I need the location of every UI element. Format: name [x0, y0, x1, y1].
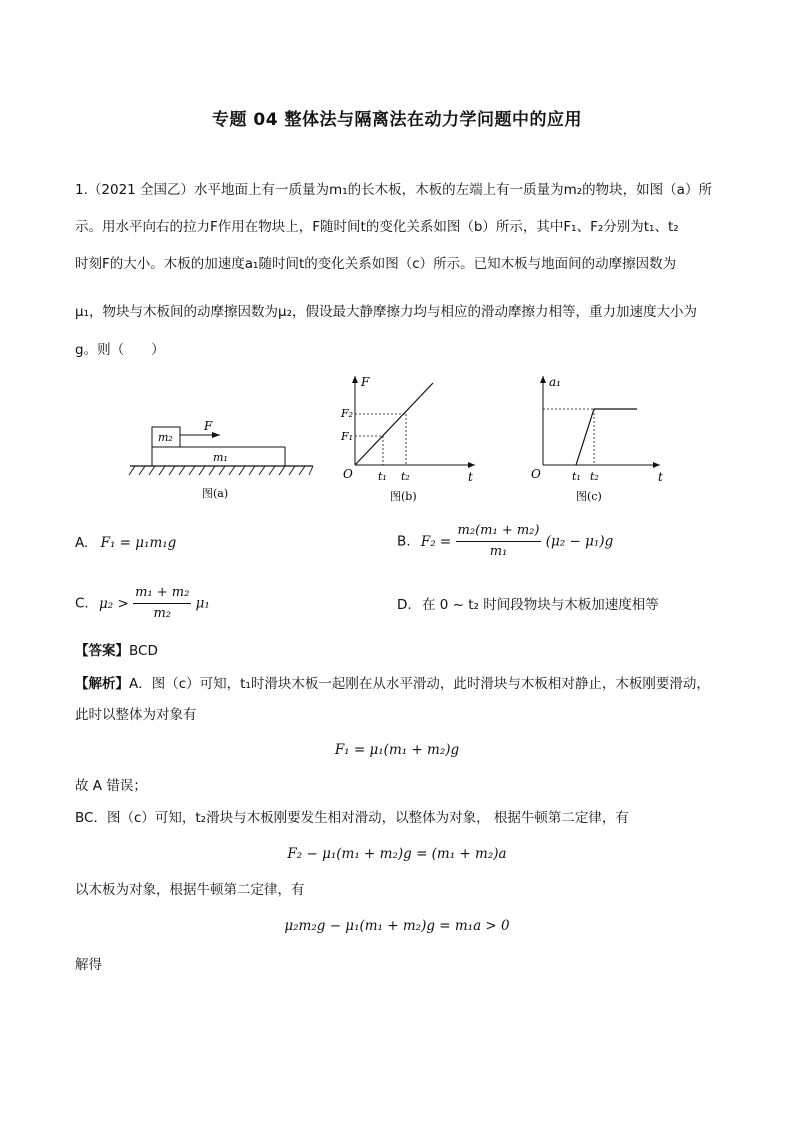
equation-3: μ₂m₂g − μ₁(m₁ + m₂)g = m₁a > 0: [284, 918, 510, 934]
analysis-line-3: 故 A 错误；: [75, 778, 147, 794]
question-line-3: 时刻F的大小。木板的加速度a₁随时间t的变化关系如图（c）所示。已知木板与地面间的动摩擦因数为: [75, 256, 677, 272]
c-origin: O: [531, 467, 541, 481]
figure-a: [125, 405, 320, 505]
option-a-formula: F₁ = μ₁m₁g: [100, 535, 177, 551]
equation-2: F₂ − μ₁(m₁ + m₂)g = (m₁ + m₂)a: [287, 846, 507, 862]
question-text-1: 水平地面上有一质量为m₁的长木板，木板的左端上有一质量为m₂的物块，如图（a）所: [194, 182, 712, 198]
b-F1-label: F₁: [341, 430, 354, 443]
c-t1-label: t₁: [572, 470, 581, 483]
analysis-line-2: 此时以整体为对象有: [75, 707, 197, 723]
answer-tag: 【答案】: [75, 643, 129, 659]
b-F2-label: F₂: [341, 407, 354, 420]
option-d-label: D.: [397, 597, 412, 613]
force-label: F: [204, 419, 213, 433]
option-c-rhs: μ₁: [195, 595, 210, 612]
option-c-fraction: [133, 584, 191, 623]
b-y-label: F: [361, 375, 370, 389]
option-c-lhs: μ₂ >: [99, 595, 129, 612]
c-x-label: t: [658, 470, 663, 484]
analysis-tag: 【解析】: [75, 676, 129, 692]
ground-hatch: [129, 466, 313, 475]
block-m2-label: m₂: [158, 431, 173, 444]
figure-c-caption: 图(c): [576, 490, 602, 503]
c-accel-line: [576, 409, 637, 465]
option-c-label: C.: [75, 595, 89, 612]
analysis-line-6: 解得: [75, 957, 102, 973]
c-t2-label: t₂: [590, 470, 599, 483]
option-d: [397, 595, 659, 615]
c-guides: [543, 409, 594, 465]
option-c-numerator: m₁ + m₂: [133, 584, 191, 604]
analysis-text-1: A．图（c）可知，t₁时滑块木板一起刚在从水平滑动，此时滑块与木板相对静止，木板刚要滑动，: [129, 676, 710, 692]
option-b-rhs: (μ₂ − μ₁)g: [545, 533, 614, 550]
figure-b-caption: 图(b): [390, 490, 417, 503]
option-b-denominator: m₁: [489, 544, 508, 559]
plank-m1-label: m₁: [213, 451, 228, 464]
option-a-label: A.: [75, 535, 89, 551]
option-b-lhs: F₂ =: [420, 533, 452, 550]
option-a: [75, 533, 176, 553]
figure-c: [520, 370, 670, 505]
option-b-fraction: [456, 522, 542, 561]
answer-line: [75, 641, 158, 661]
question-line-4: μ₁，物块与木板间的动摩擦因数为μ₂，假设最大静摩擦力均与相应的滑动摩擦力相等，重力加速度大小为: [75, 304, 698, 320]
b-origin: O: [343, 467, 353, 481]
option-c-denominator: m₂: [153, 606, 171, 621]
figure-b: [330, 370, 490, 505]
b-t2-label: t₂: [401, 470, 410, 483]
analysis-line-5: 以木板为对象，根据牛顿第二定律，有: [75, 882, 305, 898]
c-y-label: a₁: [549, 375, 561, 389]
page-title: 专题 04 整体法与隔离法在动力学问题中的应用: [212, 110, 582, 130]
option-b: [397, 522, 613, 561]
question-source: （2021 全国乙）: [87, 182, 195, 198]
b-x-label: t: [468, 470, 473, 484]
analysis-line-4: BC．图（c）可知，t₂滑块与木板刚要发生相对滑动，以整体为对象， 根据牛顿第二定律，有: [75, 810, 629, 826]
figure-a-caption: 图(a): [202, 487, 229, 500]
question-line-2: 示。用水平向右的拉力F作用在物块上，F随时间t的变化关系如图（b）所示，其中F₁、F₂分别为t₁、t₂: [75, 219, 679, 235]
analysis-line-1: [75, 674, 710, 694]
b-force-line: [355, 383, 433, 465]
question-line-1: [75, 180, 712, 200]
equation-1: F₁ = μ₁(m₁ + m₂)g: [334, 742, 460, 758]
option-b-numerator: m₂(m₁ + m₂): [456, 522, 542, 542]
b-t1-label: t₁: [378, 470, 387, 483]
option-c: [75, 584, 210, 623]
option-b-label: B.: [397, 533, 411, 550]
question-number: 1.: [75, 182, 88, 198]
option-d-text: 在 0 ~ t₂ 时间段物块与木板加速度相等: [421, 597, 659, 613]
answer-value: BCD: [129, 643, 158, 659]
question-line-5: g。则（ ）: [75, 342, 165, 358]
